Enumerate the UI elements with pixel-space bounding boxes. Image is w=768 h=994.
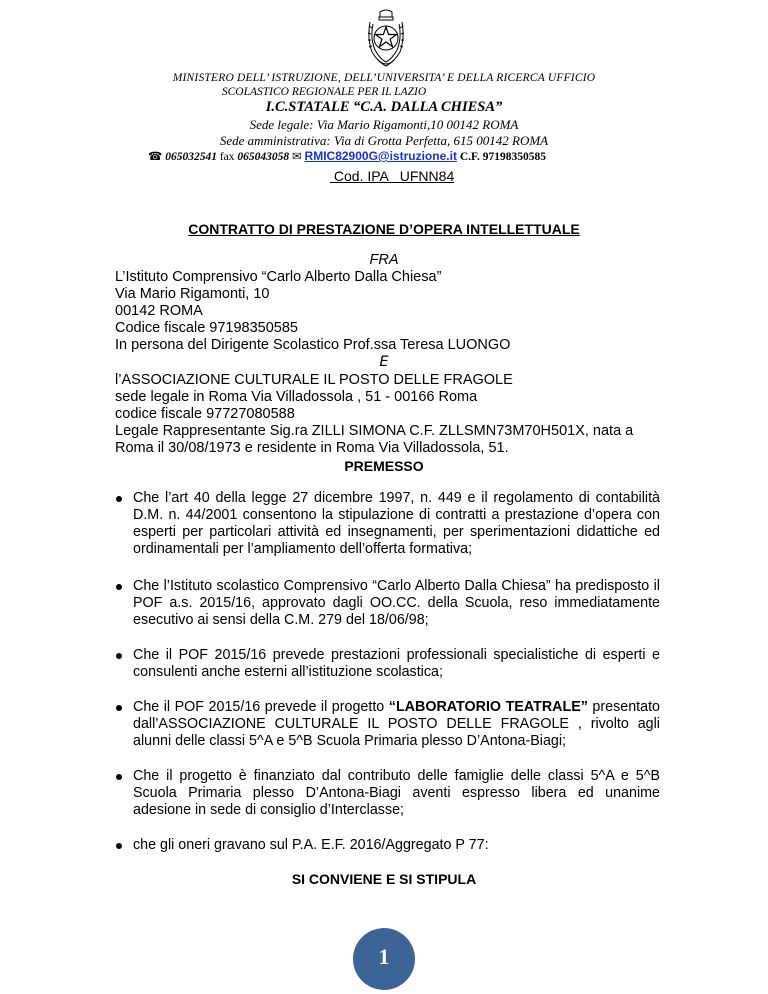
list-item-text: Che il POF 2015/16 prevede il progetto [133, 699, 389, 715]
list-item [116, 699, 660, 750]
list-item-text: Che il POF 2015/16 prevede prestazioni professionali specialistiche di esperti e consulenti anche esterni all’istituzione scolastica; [133, 647, 660, 680]
party-association [115, 372, 633, 457]
list-item [116, 578, 660, 629]
bullet-icon [116, 705, 122, 711]
project-name: “LABORATORIO TEATRALE” [388, 699, 588, 715]
legal-seat: Sede legale: Via Mario Rigamonti,10 00142 ROMA [249, 117, 519, 132]
bullet-icon [116, 653, 122, 659]
ministry-line-2: SCOLASTICO REGIONALE PER IL LAZIO [221, 86, 427, 98]
party-school-line: Codice fiscale 97198350585 [115, 320, 298, 336]
party-association-line: codice fiscale 97727080588 [115, 406, 295, 422]
stipula-heading: SI CONVIENE E SI STIPULA [291, 871, 477, 887]
list-item [116, 647, 660, 681]
bullet-icon [116, 843, 122, 849]
admin-seat: Sede amministrativa: Via di Grotta Perfetta, 615 00142 ROMA [219, 133, 549, 148]
ipa-code: Cod. IPA UFNN84 [330, 168, 455, 184]
party-association-line: l’ASSOCIAZIONE CULTURALE IL POSTO DELLE FRAGOLE [115, 372, 513, 388]
phone-number: 065032541 [165, 151, 217, 163]
fra-separator: FRA [369, 252, 399, 268]
bullet-icon [116, 496, 122, 502]
list-item-text: presentato dall’ASSOCIAZIONE CULTURALE IL POSTO DELLE FRAGOLE , rivolto agli alunni delle classi 5^A e 5^B Scuola Primaria plesso D’Antona-Biagi; [133, 699, 660, 749]
party-school-line: L’Istituto Comprensivo “Carlo Alberto Dalla Chiesa” [115, 269, 442, 285]
bullet-icon [116, 774, 122, 780]
party-school-line: In persona del Dirigente Scolastico Prof.ssa Teresa LUONGO [115, 337, 511, 353]
bullet-icon [116, 584, 122, 590]
ministry-line-1: MINISTERO DELL’ ISTRUZIONE, DELL’UNIVERSITA’ E DELLA RICERCA UFFICIO [172, 72, 596, 84]
list-item-text: che gli oneri gravano sul P.A. E.F. 2016/Aggregato P 77: [133, 837, 489, 853]
e-separator: E [379, 354, 389, 370]
list-item-text: Che l’Istituto scolastico Comprensivo “Carlo Alberto Dalla Chiesa” ha predisposto il POF a.s. 2015/16, approvato dagli OO.CC. della Scuola, reso immediatamente esecutivo ai sensi della C.M. 279 del 18/06/98; [133, 578, 660, 628]
list-item [116, 490, 660, 558]
fiscal-code: C.F. 97198350585 [459, 151, 546, 163]
page-number-badge [353, 928, 415, 990]
telephone-icon: ☎ [148, 151, 163, 163]
email-link[interactable]: RMIC82900G@istruzione.it [304, 149, 457, 163]
party-association-line: Legale Rappresentante Sig.ra ZILLI SIMONA C.F. ZLLSMN73M70H501X, nata a [115, 423, 634, 439]
page-number: 1 [378, 944, 390, 969]
party-association-line: sede legale in Roma Via Villadossola , 51 - 00166 Roma [115, 389, 478, 405]
contact-line [148, 149, 546, 163]
list-item [116, 768, 660, 819]
premesso-list [116, 490, 660, 854]
party-association-line: Roma il 30/08/1973 e residente in Roma Via Villadossola, 51. [115, 440, 509, 456]
premesso-heading: PREMESSO [344, 458, 424, 474]
party-school-line: Via Mario Rigamonti, 10 [115, 286, 270, 302]
party-school [115, 269, 510, 354]
school-name: I.C.STATALE “C.A. DALLA CHIESA” [265, 99, 503, 115]
fax-number: 065043058 [237, 151, 290, 163]
list-item-text: Che l’art 40 della legge 27 dicembre 1997, n. 449 e il regolamento di contabilità D.M. n. 44/2001 consentono la stipulazione di contratti a prestazione d’opera con esperti per particolari attività ed insegnamenti, per sperimentazioni didattiche ed ordinamentali per l’ampliamento dell’offerta formativa; [133, 490, 660, 557]
document-title: CONTRATTO DI PRESTAZIONE D’OPERA INTELLETTUALE [188, 221, 580, 237]
republic-emblem-icon [364, 8, 408, 70]
envelope-icon: ✉ [292, 151, 302, 163]
list-item [116, 837, 660, 854]
list-item-text: Che il progetto è finanziato dal contributo delle famiglie delle classi 5^A e 5^B Scuola Primaria plesso D’Antona-Biagi aventi espresso libera ed unanime adesione in sede di consiglio d’Interclasse; [133, 768, 660, 818]
fax-label: fax [219, 151, 235, 163]
party-school-line: 00142 ROMA [115, 303, 203, 319]
